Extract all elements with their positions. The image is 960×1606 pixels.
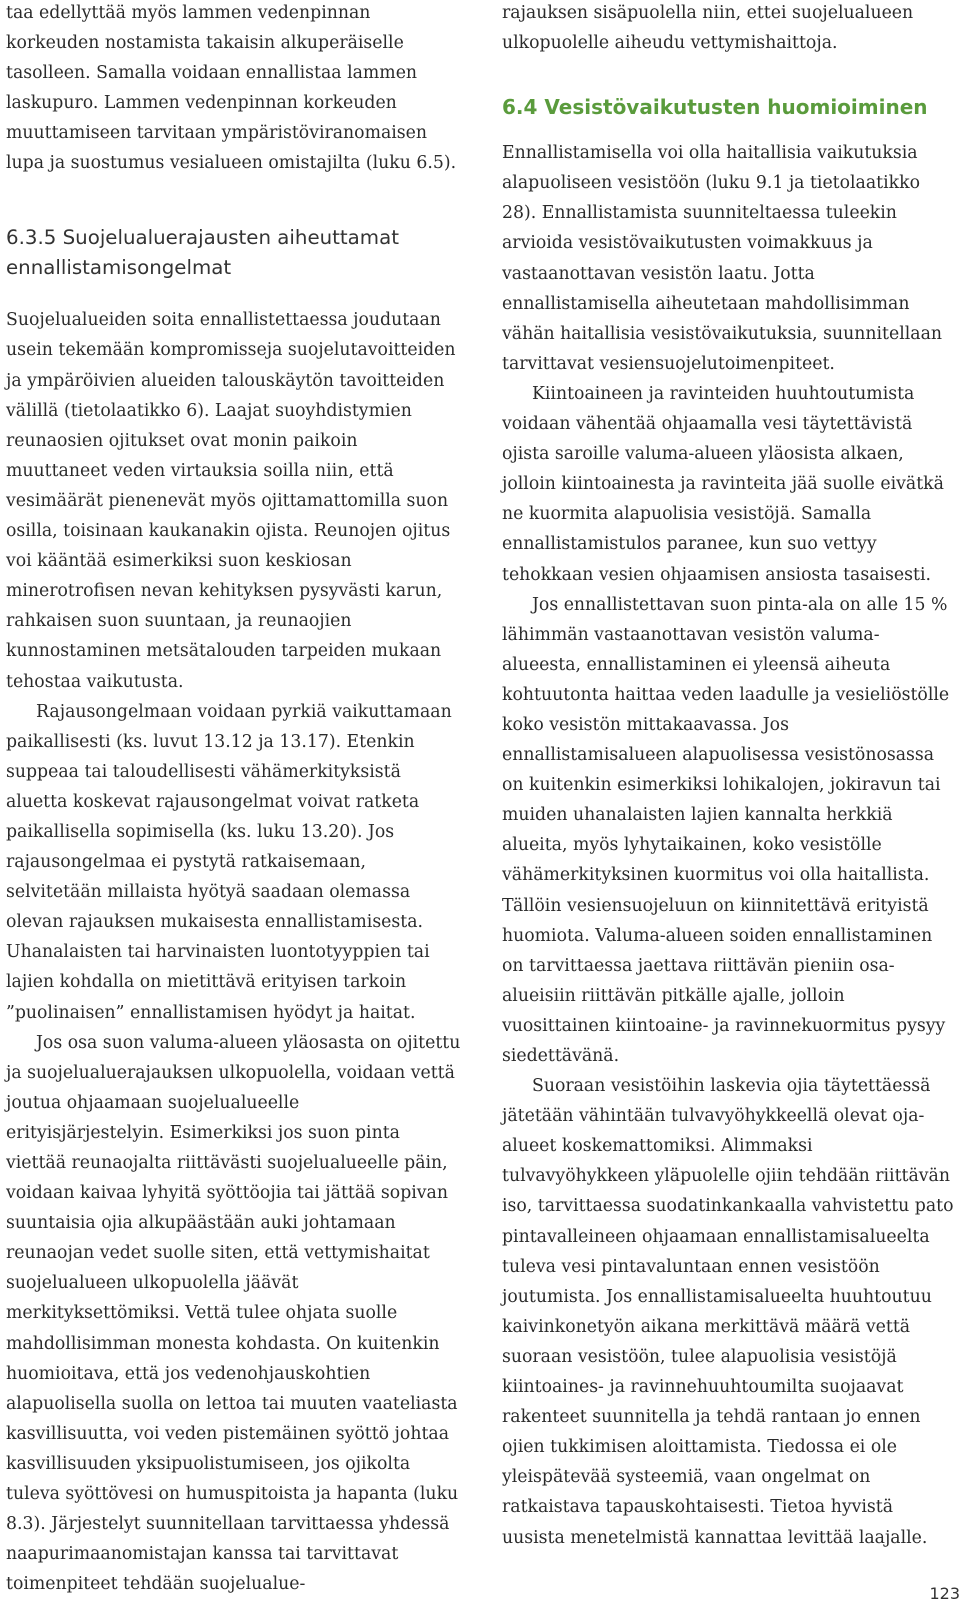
section-heading-6-3-5: 6.3.5 Suojelualuerajausten aiheuttamat ennallistamisongelmat xyxy=(6,225,399,279)
left-paragraph-1: Suojelualueiden soita ennallistettaessa joudutaan usein tekemään kompromisseja suojelutavoitteiden ja ympäröivien alueiden talouskäytön tavoitteiden välillä (tietolaatikko 6). Laajat suoyhdistymien reunaosien ojitukset ovat monin paikoin muuttaneet veden virtauksia soilla niin, että vesimäärät pienenevät myös ojittamattomilla suon osilla, toisinaan kaukanakin ojista. Reunojen ojitus voi kääntää esimerkiksi suon keskiosan minerotrofisen nevan kehityksen pysyvästi karun, rahkaisen suon suuntaan, ja reunaojien kunnostaminen metsätalouden tarpeiden mukaan tehostaa vaikutusta. xyxy=(6,310,456,692)
right-paragraph-2: Kiintoaineen ja ravinteiden huuhtoutumista voidaan vähentää ohjaamalla vesi täytettävistä ojista saroille valuma-alueen yläosista alkaen, jolloin kiintoainesta ja ravinteita jää suolle eivätkä ne kuormita alapuolisia vesistöjä. Samalla ennallistamistulos paranee, kun suo vettyy tehokkaan vesien ohjaamisen ansiosta tasaisesti. xyxy=(502,383,944,585)
right-paragraph-4: Suoraan vesistöihin laskevia ojia täytettäessä jätetään vähintään tulvavyöhykkeellä olevat oja-alueet koskemattomiksi. Alimmaksi tulvavyöhykkeen yläpuolelle ojiin tehdään riittävän iso, tarvittaessa suodatinkankaalla vahvistettu pato pintavalleineen ohjaamaan ennallistamisalueelta tuleva vesi pintavaluntaan ennen vesistöön joutumista. Jos ennallistamisalueelta huuhtoutuu kaivinkonetyön aikana merkittävä määrä vettä suoraan vesistöön, tulee alapuolisia vesistöjä kiintoaines- ja ravinnehuuhtoumilta suojaavat rakenteet suunnitella ja tehdä rantaan jo ennen ojien tukkimisen aloittamista. Tiedossa ei ole yleispätevää systeemiä, vaan ongelmat on ratkaistava tapauskohtaisesti. Tietoa hyvistä uusista menetelmistä kannattaa levittää laajalle. xyxy=(502,1076,954,1548)
page-number: 123 xyxy=(929,1584,960,1603)
right-intro-paragraph: rajauksen sisäpuolella niin, ettei suojelualueen ulkopuolelle aiheudu vettymishaittoja. xyxy=(502,3,914,54)
right-paragraph-1: Ennallistamisella voi olla haitallisia vaikutuksia alapuoliseen vesistöön (luku 9.1 ja tietolaatikko 28). Ennallistamista suunniteltaessa tuleekin arvioida vesistövaikutusten voimakkuus ja vastaanottavan vesistön laatu. Jotta ennallistamisella aiheutetaan mahdollisimman vähän haitallisia vesistövaikutuksia, suunnitellaan tarvittavat vesiensuojelutoimenpiteet. xyxy=(502,143,943,374)
section-heading-6-4: 6.4 Vesistövaikutusten huomioiminen xyxy=(502,95,928,120)
right-column xyxy=(502,0,957,1553)
left-paragraph-3: Jos osa suon valuma-alueen yläosasta on ojitettu ja suojelualuerajauksen ulkopuolella, voidaan vettä joutua ohjaamaan suojelualueelle erityisjärjestelyin. Esimerkiksi jos suon pinta viettää reunaojalta riittävästi suojelualueelle päin, voidaan kaivaa lyhyitä syöttöojia tai jättää sopivan suuntaisia ojia alkupäästään auki johtamaan reunaojan vedet suolle siten, että vettymishaitat suojelualueen ulkopuolella jäävät merkityksettömiksi. Vettä tulee ohjata suolle mahdollisimman monesta kohdasta. On kuitenkin huomioitava, että jos vedenohjauskohtien alapuolisella suolla on lettoa tai muuten vaateliasta kasvillisuutta, voi veden pistemäinen syöttö johtaa kasvillisuuden yksipuolistumiseen, jos ojikolta tuleva syöttövesi on humuspitoista ja hapanta (luku 8.3). Järjestelyt suunnitellaan tarvittaessa yhdessä naapurimaanomistajan kanssa tai tarvittavat toimenpiteet tehdään suojelualue- xyxy=(6,1032,461,1595)
right-paragraph-3: Jos ennallistettavan suon pinta-ala on alle 15 % lähimmän vastaanottavan vesistön valuma-alueesta, ennallistaminen ei yleensä aiheuta kohtuutonta haittaa veden laadulle ja vesieliöstölle koko vesistön mittakaavassa. Jos ennallistamisalueen alapuolisessa vesistönosassa on kuitenkin esimerkiksi lohikalojen, jokiravun tai muiden uhanalaisten lajien kannalta herkkiä alueita, myös lyhytaikainen, koko vesistölle vähämerkityksinen kuormitus voi olla haitallista. Tällöin vesiensuojeluun on kiinnitettävä erityistä huomiota. Valuma-alueen soiden ennallistaminen on tarvittaessa jaettava riittävän pieniin osa-alueisiin riittävän pitkälle ajalle, jolloin vuosittainen kiintoaine- ja ravinnekuormitus pysyy siedettävänä. xyxy=(502,594,950,1066)
left-column xyxy=(6,0,461,1599)
left-paragraph-2: Rajausongelmaan voidaan pyrkiä vaikuttamaan paikallisesti (ks. luvut 13.12 ja 13.17). Etenkin suppeaa tai taloudellisesti vähämerkityksistä aluetta koskevat rajausongelmat voivat ratketa paikallisella sopimisella (ks. luku 13.20). Jos rajausongelmaa ei pystytä ratkaisemaan, selvitetään millaista hyötyä saadaan olemassa olevan rajauksen mukaisesta ennallistamisesta. Uhanalaisten tai harvinaisten luontotyyppien tai lajien kohdalla on mietittävä erityisen tarkoin ”puolinaisen” ennallistamisen hyödyt ja haitat. xyxy=(6,701,452,1023)
left-intro-paragraph: taa edellyttää myös lammen vedenpinnan korkeuden nostamista takaisin alkuperäiselle tasolleen. Samalla voidaan ennallistaa lammen laskupuro. Lammen vedenpinnan korkeuden muuttamiseen tarvitaan ympäristöviranomaisen lupa ja suostumus vesialueen omistajilta (luku 6.5). xyxy=(6,3,457,174)
